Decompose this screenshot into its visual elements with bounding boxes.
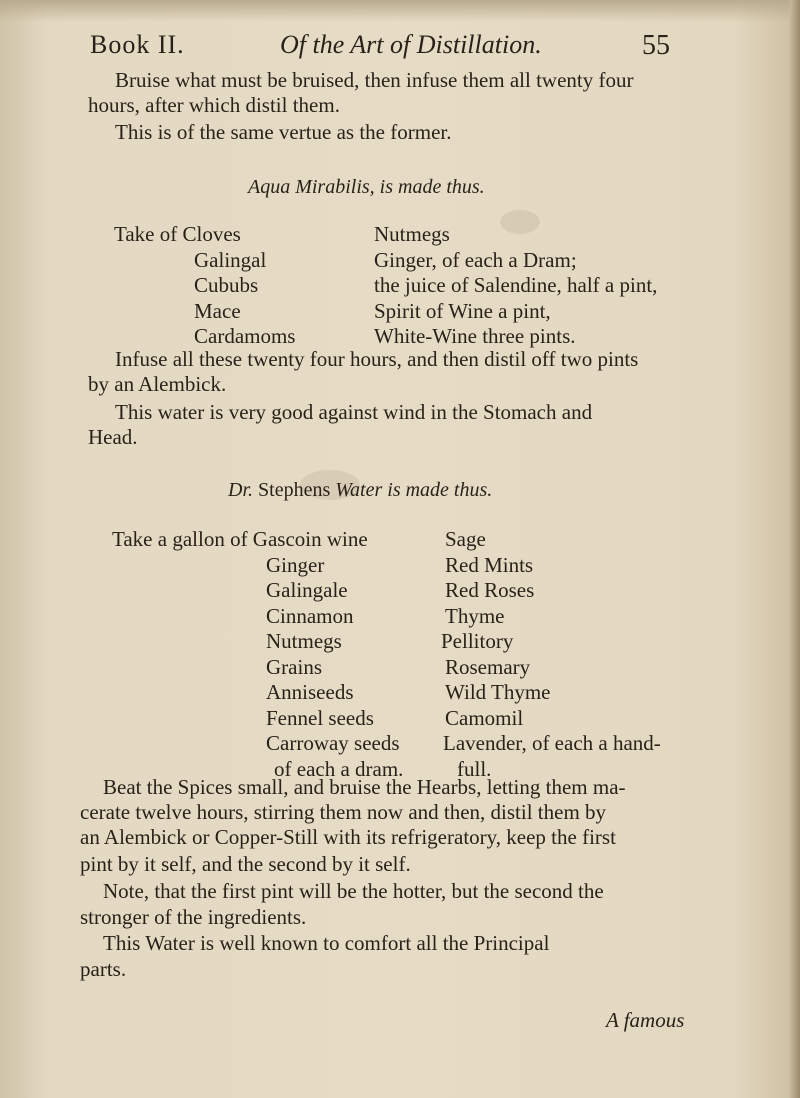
ingredient: Cinnamon [266,603,354,628]
text-line: parts. [80,957,127,981]
ingredient: Lavender, of each a hand- [443,731,661,755]
ingredient: Mace [194,298,241,323]
ingredient: Carroway seeds [266,731,400,755]
ingredient: Ginger [266,552,325,577]
ingredient: Take of Cloves [114,222,241,246]
ingredient: Take a gallon of Gascoin wine [112,527,368,551]
ingredient: Nutmegs [266,629,342,653]
ingredient: Nutmegs [374,222,450,246]
text-line: pint by it self, and the second by it self. [80,852,411,876]
text-line: This is of the same vertue as the former. [115,120,452,144]
heading-name: Stephens [258,479,331,501]
ingredient-list-right [441,527,661,782]
ingredient: of each a dram. [274,756,404,781]
text-line: This water is very good against wind in the Stomach and [115,400,593,424]
ingredient: Wild Thyme [445,680,551,704]
recipe-heading: Aqua Mirabilis, is made thus. [248,176,485,198]
ingredient-list-right [374,222,657,350]
ingredient: Red Mints [445,552,534,577]
ingredient: Ginger, of each a Dram; [374,247,577,272]
ingredient: Anniseeds [266,680,354,704]
text-line: Head. [88,425,138,449]
ingredient-list-left [114,222,295,350]
ingredient: Rosemary [445,654,531,679]
ingredient: Spirit of Wine a pint, [374,298,551,323]
ingredient: Sage [445,527,486,551]
running-header-title: Of the Art of Distillation. [280,30,542,59]
page-number: 55 [642,30,670,61]
ingredient: Thyme [445,603,505,628]
text-line: stronger of the ingredients. [80,905,307,929]
ingredient: Cardamoms [194,324,296,348]
text-line: Infuse all these twenty four hours, and then distil off two pints [115,347,639,371]
ingredient: Grains [266,654,322,679]
ingredient: Camomil [445,705,524,730]
ingredient: Galingale [266,578,348,602]
ingredient: White-Wine three pints. [374,324,576,348]
page-edge [790,0,800,1098]
ingredient: Red Roses [445,578,535,602]
ingredient: Cububs [194,273,259,297]
ingredient: Galingal [194,247,267,272]
text-line: hours, after which distil them. [88,93,340,117]
ingredient-list-left [112,527,403,782]
text-line: Note, that the first pint will be the hotter, but the second the [103,879,604,903]
heading-rest: Water is made thus. [335,479,493,501]
text-line: This Water is well known to comfort all the Principal [103,931,550,955]
text-line: Beat the Spices small, and bruise the Hearbs, letting them ma- [103,775,626,799]
running-header-book: Book II. [90,30,185,59]
recipe-heading [228,478,492,503]
ingredient: Pellitory [441,629,514,653]
ingredient: Fennel seeds [266,705,374,730]
text-line: an Alembick or Copper-Still with its refrigeratory, keep the first [80,825,616,849]
text-line: Bruise what must be bruised, then infuse them all twenty four [115,68,634,92]
page-top-shadow [0,0,800,22]
heading-prefix: Dr. [228,479,254,501]
text-line: by an Alembick. [88,372,227,396]
ingredient: the juice of Salendine, half a pint, [374,273,658,297]
text-line: cerate twelve hours, stirring them now and then, distil them by [80,800,607,824]
catchword: A famous [606,1008,685,1032]
ingredient: full. [457,756,492,781]
